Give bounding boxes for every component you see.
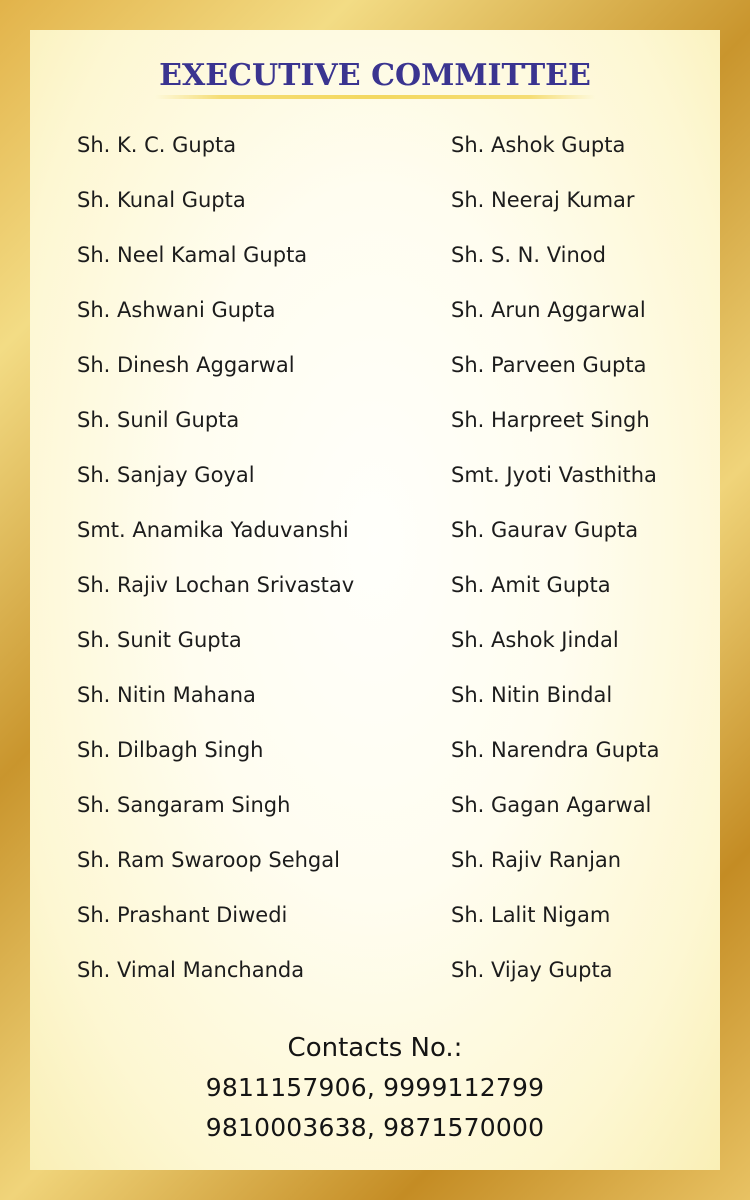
member-name: Sh. Neeraj Kumar xyxy=(451,188,635,212)
member-name: Sh. Nitin Mahana xyxy=(77,683,256,707)
contact-numbers-line-2: 9810003638, 9871570000 xyxy=(205,1113,545,1142)
member-name: Sh. Dilbagh Singh xyxy=(77,738,264,762)
member-name: Sh. Sunil Gupta xyxy=(77,408,240,432)
page-title-text: EXECUTIVE COMMITTEE xyxy=(159,58,591,93)
members-list-left xyxy=(77,128,354,1008)
member-name: Sh. Kunal Gupta xyxy=(77,188,246,212)
member-name: Sh. Lalit Nigam xyxy=(451,903,611,927)
member-name: Sh. Ashok Gupta xyxy=(451,133,626,157)
title-highlight xyxy=(155,95,595,99)
member-name: Sh. Rajiv Lochan Srivastav xyxy=(77,573,355,597)
contacts-heading: Contacts No.: xyxy=(287,1033,463,1063)
title-area xyxy=(30,58,720,95)
member-name: Sh. K. C. Gupta xyxy=(77,133,237,157)
contact-numbers-line-1: 9811157906, 9999112799 xyxy=(205,1073,545,1102)
page-title xyxy=(155,58,595,95)
member-name: Sh. S. N. Vinod xyxy=(451,243,606,267)
contacts-block xyxy=(30,1028,720,1148)
content-panel xyxy=(30,30,720,1170)
member-name: Sh. Rajiv Ranjan xyxy=(451,848,622,872)
member-name: Sh. Dinesh Aggarwal xyxy=(77,353,295,377)
member-name: Sh. Ashok Jindal xyxy=(451,628,619,652)
member-name: Sh. Ashwani Gupta xyxy=(77,298,276,322)
member-name: Sh. Arun Aggarwal xyxy=(451,298,646,322)
member-name: Smt. Jyoti Vasthitha xyxy=(451,463,657,487)
member-name: Sh. Sanjay Goyal xyxy=(77,463,255,487)
member-name: Sh. Nitin Bindal xyxy=(451,683,613,707)
member-name: Sh. Gaurav Gupta xyxy=(451,518,639,542)
member-name: Sh. Harpreet Singh xyxy=(451,408,650,432)
member-name: Sh. Neel Kamal Gupta xyxy=(77,243,308,267)
member-name: Smt. Anamika Yaduvanshi xyxy=(77,518,349,542)
member-name: Sh. Gagan Agarwal xyxy=(451,793,652,817)
member-name: Sh. Prashant Diwedi xyxy=(77,903,288,927)
member-name: Sh. Narendra Gupta xyxy=(451,738,660,762)
member-name: Sh. Vimal Manchanda xyxy=(77,958,305,982)
member-name: Sh. Sunit Gupta xyxy=(77,628,242,652)
member-name: Sh. Amit Gupta xyxy=(451,573,611,597)
member-name: Sh. Parveen Gupta xyxy=(451,353,647,377)
member-name: Sh. Ram Swaroop Sehgal xyxy=(77,848,340,872)
member-name: Sh. Vijay Gupta xyxy=(451,958,613,982)
member-name: Sh. Sangaram Singh xyxy=(77,793,291,817)
members-list-right xyxy=(451,128,660,1008)
